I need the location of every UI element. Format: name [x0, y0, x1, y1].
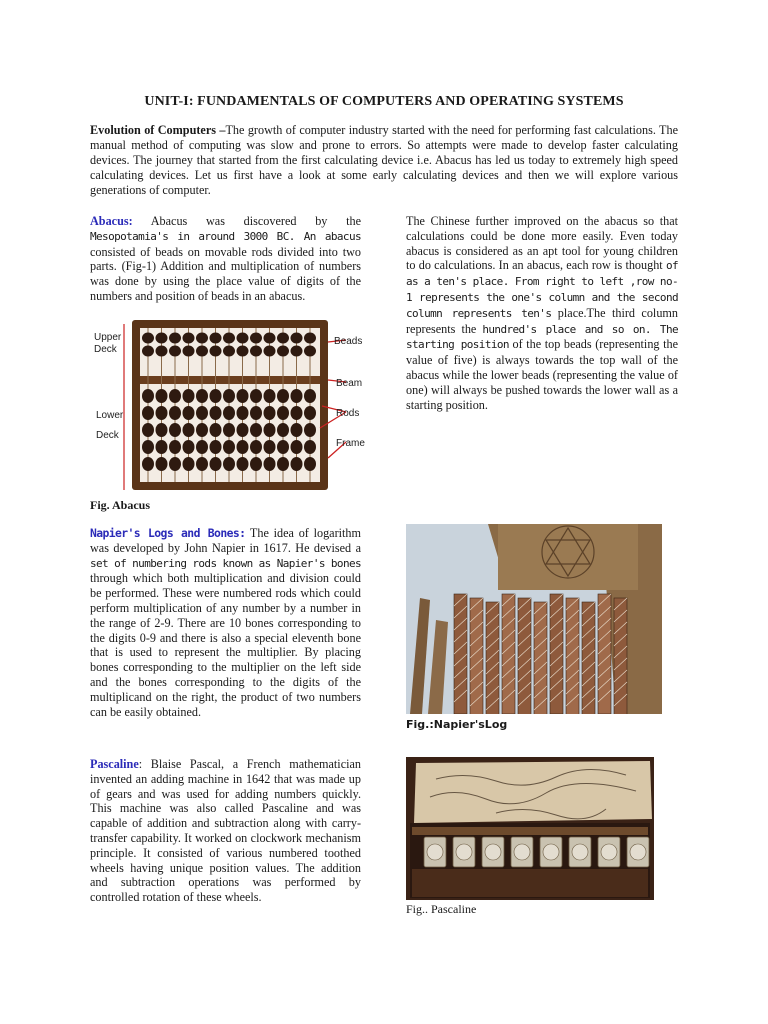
abacus-bead	[183, 346, 195, 357]
abacus-bead	[210, 346, 222, 357]
abacus-bead	[142, 406, 154, 420]
abacus-bead	[250, 440, 262, 454]
abacus-bead	[210, 440, 222, 454]
abacus-bead	[277, 457, 289, 471]
abacus-bead	[196, 423, 208, 437]
abacus-figure	[90, 318, 372, 496]
intro-text: The growth of computer industry started with the need for performing fast calculations. The manual method of computing was slow and prone to errors. So attempts were made to develop faster calculating devices. The journey that started from the first calculating device i.e. Abacus has led us today to extremely high speed calculating devices. Let us first have a look at some early calculating devices and then we will explore various generations of computer.	[90, 123, 678, 197]
abacus-bead	[264, 346, 276, 357]
abacus-bead	[156, 440, 168, 454]
abacus-bead	[142, 333, 154, 344]
napier-text-a: The idea of logarithm was developed by John Napier in 1617. He devised a	[90, 526, 361, 555]
abacus-bead	[237, 346, 249, 357]
abacus-bead	[277, 333, 289, 344]
abacus-bead	[169, 333, 181, 344]
abacus-bead	[196, 333, 208, 344]
frame-label: Frame	[336, 438, 365, 449]
chinese-text-c: place.The third column represents the	[406, 305, 678, 336]
upper-deck-label-text: Upper	[94, 332, 122, 343]
abacus-bead	[291, 406, 303, 420]
abacus-bead	[277, 423, 289, 437]
abacus-bead	[169, 406, 181, 420]
abacus-bead	[223, 440, 235, 454]
pascaline-caption: Fig.. Pascaline	[406, 902, 477, 916]
abacus-paragraph	[90, 214, 361, 304]
abacus-bead	[169, 457, 181, 471]
abacus-heading: Abacus:	[90, 214, 133, 228]
abacus-text-a: Abacus was discovered by the	[132, 214, 361, 228]
abacus-bead	[304, 423, 316, 437]
abacus-bead	[223, 457, 235, 471]
napier-bone	[486, 602, 499, 714]
abacus-bead	[156, 333, 168, 344]
abacus-bead	[196, 457, 208, 471]
napiers-bones-image	[406, 524, 662, 714]
abacus-bead	[183, 440, 195, 454]
abacus-bead	[169, 389, 181, 403]
abacus-bead	[304, 440, 316, 454]
abacus-bead	[237, 406, 249, 420]
abacus-bead	[210, 406, 222, 420]
napier-bone	[534, 602, 547, 714]
abacus-bead	[156, 346, 168, 357]
page-title: UNIT-I: FUNDAMENTALS OF COMPUTERS AND OPERATING SYSTEMS	[144, 94, 624, 109]
napier-bone	[582, 602, 595, 714]
abacus-bead	[304, 406, 316, 420]
abacus-bead	[210, 389, 222, 403]
chinese-abacus-paragraph	[406, 214, 678, 412]
abacus-bead	[142, 346, 154, 357]
abacus-bead	[264, 389, 276, 403]
napier-figure	[406, 524, 662, 714]
abacus-caption: Fig. Abacus	[90, 498, 151, 512]
rods-label: Rods	[336, 408, 360, 419]
abacus-bead	[304, 333, 316, 344]
chinese-text-b: of as a ten's place. From right to left ,row no-1 represents the one's column and the second column represents ten's	[406, 259, 678, 320]
napier-heading: Napier's Logs and Bones:	[90, 526, 246, 540]
pascaline-paragraph	[90, 757, 361, 905]
abacus-bead	[277, 406, 289, 420]
pascaline-text: : Blaise Pascal, a French mathematician invented an adding machine in 1642 that was made up of gears and was used for adding numbers quickly. This machine was also called Pascaline and was capable of addition and subtraction along with carry-transfer capability. It worked on clockwork mechanism principle. It consisted of various numbered toothed wheels having unique position values. The addition and subtraction operations was performed by controlled rotation of these wheels.	[90, 757, 361, 905]
abacus-bead	[223, 406, 235, 420]
abacus-bead	[196, 440, 208, 454]
intro-heading: Evolution of Computers –	[90, 123, 226, 137]
chinese-text-a: The Chinese further improved on the abacus so that calculations could be done more easily. Even today abacus is considered as an apt tool for young children to do calculations. In an abacus, each row is thought	[406, 214, 678, 273]
abacus-bead	[264, 406, 276, 420]
abacus-bead	[183, 333, 195, 344]
abacus-bead	[237, 457, 249, 471]
abacus-bead	[237, 389, 249, 403]
napier-text-c: through which both multiplication and division could be performed. These were numbered rods which could perform multiplication of any number by a number in the range of 2-9. There are 10 bones corresponding to the digits 0-9 and there is also a special eleventh bone that is used to represent the multiplier. By placing bones corresponding to the multiplier on the left side and the bones corresponding to the digits of the multiplicand on the right, the product of two numbers can be easily obtained.	[90, 571, 361, 719]
abacus-bead	[142, 389, 154, 403]
abacus-bead	[183, 457, 195, 471]
abacus-bead	[304, 389, 316, 403]
abacus-bead	[169, 423, 181, 437]
abacus-bead	[210, 423, 222, 437]
abacus-bead	[223, 389, 235, 403]
abacus-bead	[291, 440, 303, 454]
abacus-bead	[169, 440, 181, 454]
abacus-bead	[196, 346, 208, 357]
abacus-bead	[291, 346, 303, 357]
abacus-bead	[264, 333, 276, 344]
beads-label: Beads	[334, 336, 363, 347]
abacus-bead	[277, 346, 289, 357]
abacus-bead	[223, 333, 235, 344]
abacus-bead	[237, 423, 249, 437]
abacus-bead	[210, 333, 222, 344]
abacus-bead	[237, 440, 249, 454]
abacus-bead	[304, 457, 316, 471]
abacus-bead	[250, 406, 262, 420]
chinese-text-e: of the top beads (representing the value of five) is always towards the top wall of the abacus while the lower beads (representing the value of one) will always be pushed towards the lower wall as a starting position.	[406, 337, 678, 412]
abacus-bead	[142, 440, 154, 454]
abacus-bead	[264, 423, 276, 437]
abacus-bead	[250, 457, 262, 471]
abacus-bead	[277, 440, 289, 454]
abacus-bead	[264, 457, 276, 471]
abacus-bead	[291, 333, 303, 344]
pascaline-image	[406, 757, 654, 900]
lower-deck-label: Lower Deck	[96, 410, 124, 441]
abacus-bead	[156, 423, 168, 437]
pascaline-figure	[406, 757, 654, 900]
abacus-bead	[169, 346, 181, 357]
abacus-bead	[156, 406, 168, 420]
abacus-bead	[183, 389, 195, 403]
abacus-bead	[156, 457, 168, 471]
abacus-bead	[210, 457, 222, 471]
abacus-text-b: Mesopotamia's in around 3000 BC. An abacus	[90, 229, 361, 243]
chinese-text-d: hundred's place and so on. The starting position	[406, 322, 678, 352]
abacus-bead	[223, 346, 235, 357]
abacus-bead	[196, 389, 208, 403]
abacus-bead	[250, 389, 262, 403]
abacus-bead	[264, 440, 276, 454]
abacus-bead	[183, 406, 195, 420]
abacus-bead	[291, 457, 303, 471]
abacus-text-c: consisted of beads on movable rods divided into two parts. (Fig-1) Addition and multiplication of numbers was done by using the place value of digits of the numbers and position of beads in an abacus.	[90, 244, 361, 303]
abacus-image	[90, 318, 372, 496]
napier-text-b: set of numbering rods known as Napier's bones	[90, 556, 362, 570]
abacus-bead	[223, 423, 235, 437]
abacus-bead	[156, 389, 168, 403]
abacus-bead	[183, 423, 195, 437]
abacus-bead	[196, 406, 208, 420]
pascaline-heading: Pascaline	[90, 757, 139, 771]
abacus-bead	[237, 333, 249, 344]
upper-deck-label: Upper Deck	[94, 332, 122, 355]
beam-label: Beam	[336, 378, 363, 389]
napier-paragraph	[90, 526, 361, 719]
intro-paragraph	[90, 123, 678, 198]
abacus-bead	[250, 346, 262, 357]
abacus-bead	[277, 389, 289, 403]
abacus-bead	[250, 333, 262, 344]
abacus-bead	[291, 423, 303, 437]
abacus-bead	[304, 346, 316, 357]
abacus-bead	[142, 457, 154, 471]
abacus-bead	[291, 389, 303, 403]
abacus-bead	[250, 423, 262, 437]
abacus-bead	[142, 423, 154, 437]
napier-caption: Fig.:Napier'sLog	[406, 718, 508, 731]
